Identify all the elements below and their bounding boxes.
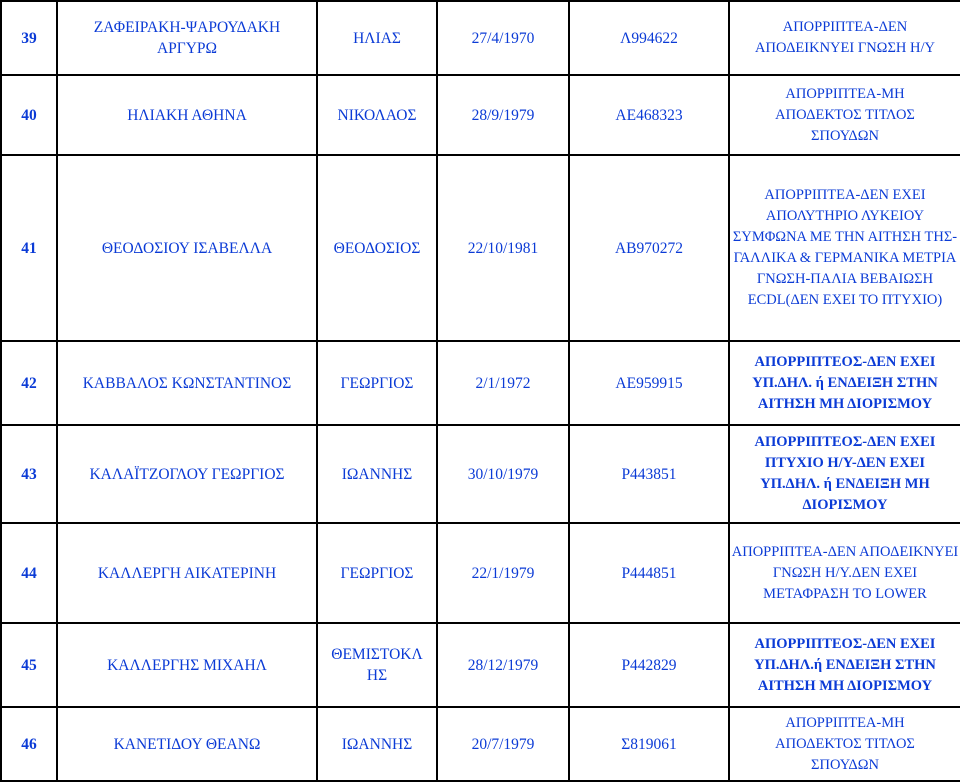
father-name: ΙΩΑΝΝΗΣ [317, 425, 437, 523]
id-number: ΑΒ970272 [569, 155, 729, 341]
full-name: ΚΑΛΛΕΡΓΗΣ ΜΙΧΑΗΛ [57, 623, 317, 707]
table-row [1, 155, 960, 341]
birth-date: 30/10/1979 [437, 425, 569, 523]
table-row [1, 341, 960, 425]
father-name: ΘΕΜΙΣΤΟΚΛΗΣ [317, 623, 437, 707]
full-name: ΚΑΒΒΑΛΟΣ ΚΩΝΣΤΑΝΤΙΝΟΣ [57, 341, 317, 425]
result-text: ΑΠΟΡΡΙΠΤΕΟΣ-ΔΕΝ ΕΧΕΙ ΥΠ.ΔΗΛ. ή ΕΝΔΕΙΞΗ ΣΤΗΝ ΑΙΤΗΣΗ ΜΗ ΔΙΟΡΙΣΜΟΥ [729, 341, 960, 425]
row-number: 46 [1, 707, 57, 781]
result-text: ΑΠΟΡΡΙΠΤΕΟΣ-ΔΕΝ ΕΧΕΙ ΥΠ.ΔΗΛ.ή ΕΝΔΕΙΞΗ ΣΤΗΝ ΑΙΤΗΣΗ ΜΗ ΔΙΟΡΙΣΜΟΥ [729, 623, 960, 707]
id-number: Λ994622 [569, 1, 729, 75]
table-row [1, 425, 960, 523]
birth-date: 20/7/1979 [437, 707, 569, 781]
result-text: ΑΠΟΡΡΙΠΤΕΑ-ΔΕΝ ΑΠΟΔΕΙΚΝΥΕΙ ΓΝΩΣΗ Η/Υ [729, 1, 960, 75]
id-number: Ρ444851 [569, 523, 729, 623]
birth-date: 2/1/1972 [437, 341, 569, 425]
father-name: ΓΕΩΡΓΙΟΣ [317, 341, 437, 425]
id-number: ΑΕ959915 [569, 341, 729, 425]
birth-date: 22/10/1981 [437, 155, 569, 341]
row-number: 41 [1, 155, 57, 341]
row-number: 40 [1, 75, 57, 155]
table-row [1, 707, 960, 781]
full-name: ΚΑΛΑΪΤΖΟΓΛΟΥ ΓΕΩΡΓΙΟΣ [57, 425, 317, 523]
result-text: ΑΠΟΡΡΙΠΤΕΑ-ΔΕΝ ΑΠΟΔΕΙΚΝΥΕΙ ΓΝΩΣΗ Η/Υ.ΔΕΝ ΕΧΕΙ ΜΕΤΑΦΡΑΣΗ ΤΟ LOWER [729, 523, 960, 623]
father-name: ΙΩΑΝΝΗΣ [317, 707, 437, 781]
birth-date: 22/1/1979 [437, 523, 569, 623]
id-number: Ρ443851 [569, 425, 729, 523]
result-text: ΑΠΟΡΡΙΠΤΕΑ-ΜΗ ΑΠΟΔΕΚΤΟΣ ΤΙΤΛΟΣ ΣΠΟΥΔΩΝ [729, 75, 960, 155]
row-number: 43 [1, 425, 57, 523]
full-name: ΘΕΟΔΟΣΙΟΥ ΙΣΑΒΕΛΛΑ [57, 155, 317, 341]
id-number: Ρ442829 [569, 623, 729, 707]
father-name: ΝΙΚΟΛΑΟΣ [317, 75, 437, 155]
table-row [1, 75, 960, 155]
full-name: ΖΑΦΕΙΡΑΚΗ-ΨΑΡΟΥΔΑΚΗ ΑΡΓΥΡΩ [57, 1, 317, 75]
table-row [1, 1, 960, 75]
result-text: ΑΠΟΡΡΙΠΤΕΟΣ-ΔΕΝ ΕΧΕΙ ΠΤΥΧΙΟ Η/Υ-ΔΕΝ ΕΧΕΙ ΥΠ.ΔΗΛ. ή ΕΝΔΕΙΞΗ ΜΗ ΔΙΟΡΙΣΜΟΥ [729, 425, 960, 523]
table-row [1, 623, 960, 707]
row-number: 39 [1, 1, 57, 75]
birth-date: 28/9/1979 [437, 75, 569, 155]
birth-date: 28/12/1979 [437, 623, 569, 707]
full-name: ΚΑΝΕΤΙΔΟΥ ΘΕΑΝΩ [57, 707, 317, 781]
id-number: ΑΕ468323 [569, 75, 729, 155]
row-number: 44 [1, 523, 57, 623]
birth-date: 27/4/1970 [437, 1, 569, 75]
father-name: ΓΕΩΡΓΙΟΣ [317, 523, 437, 623]
row-number: 42 [1, 341, 57, 425]
father-name: ΗΛΙΑΣ [317, 1, 437, 75]
result-text: ΑΠΟΡΡΙΠΤΕΑ-ΜΗ ΑΠΟΔΕΚΤΟΣ ΤΙΤΛΟΣ ΣΠΟΥΔΩΝ [729, 707, 960, 781]
father-name: ΘΕΟΔΟΣΙΟΣ [317, 155, 437, 341]
table-row [1, 523, 960, 623]
row-number: 45 [1, 623, 57, 707]
id-number: Σ819061 [569, 707, 729, 781]
full-name: ΗΛΙΑΚΗ ΑΘΗΝΑ [57, 75, 317, 155]
full-name: ΚΑΛΛΕΡΓΗ ΑΙΚΑΤΕΡΙΝΗ [57, 523, 317, 623]
result-text: ΑΠΟΡΡΙΠΤΕΑ-ΔΕΝ ΕΧΕΙ ΑΠΟΛΥΤΗΡΙΟ ΛΥΚΕΙΟΥ ΣΥΜΦΩΝΑ ΜΕ ΤΗΝ ΑΙΤΗΣΗ ΤΗΣ-ΓΑΛΛΙΚΑ & ΓΕΡΜΑΝΙΚΑ ΜΕΤΡΙΑ ΓΝΩΣΗ-ΠΑΛΙΑ ΒΕΒΑΙΩΣΗ ECDL(ΔΕΝ ΕΧΕΙ ΤΟ ΠΤΥΧΙΟ) [729, 155, 960, 341]
